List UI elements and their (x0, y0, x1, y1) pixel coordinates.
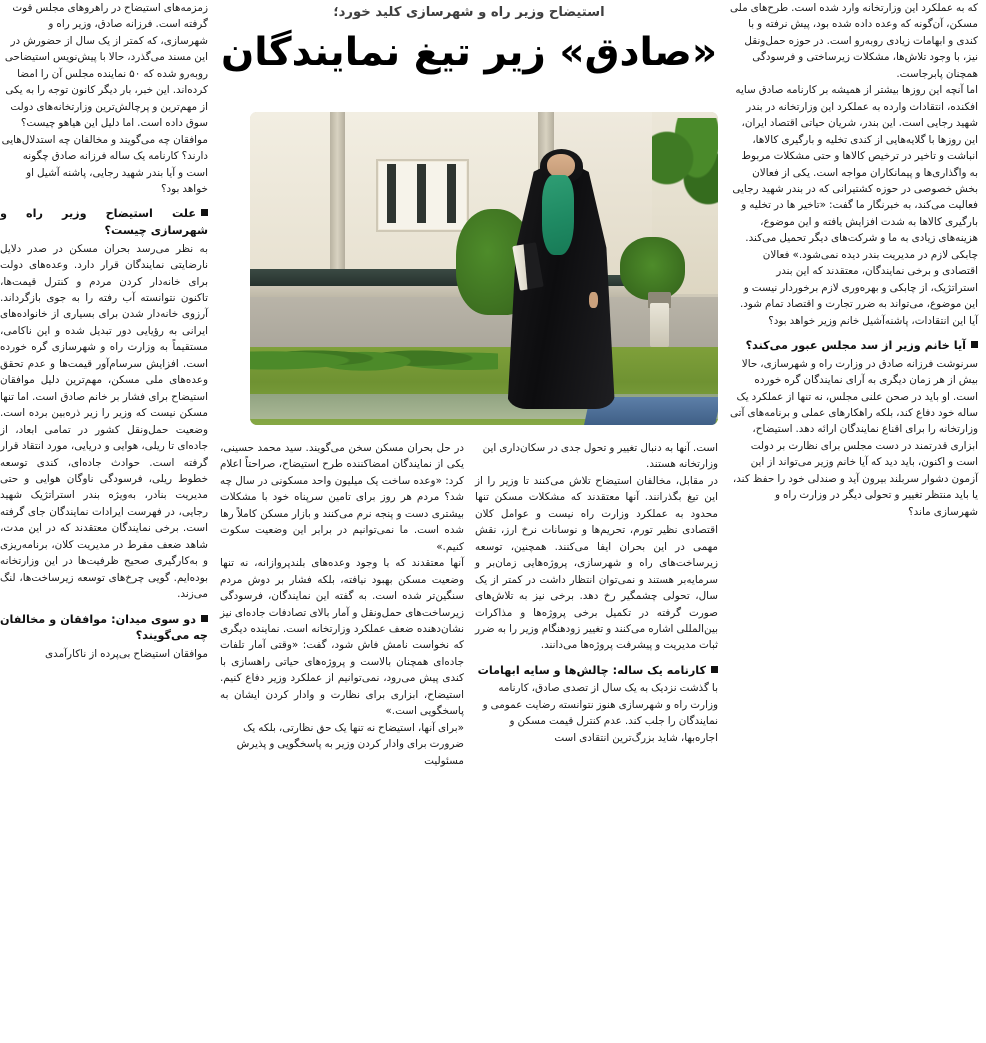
photo-window-bar (387, 164, 397, 223)
photo-pilaster (330, 112, 346, 269)
col1-section-body-2: موافقان استیضاح بی‌پرده از ناکارآمدی (45, 647, 208, 660)
photo-scene (250, 112, 718, 425)
col1-section-heading-2-text: دو سوی میدان: موافقان و مخالفان چه می‌گویند؟ (0, 612, 208, 643)
square-bullet-icon (711, 666, 718, 673)
photo-hedge (620, 237, 686, 300)
col1-section-heading-1-text: علت استیضاح وزیر راه و شهرسازی چیست؟ (0, 207, 208, 238)
article-photo (250, 112, 718, 425)
col1-intro: زمزمه‌های استیضاح در راهروهای مجلس قوت گرفته است. فرزانه صادق، وزیر راه و شهرسازی، که کمتر از یک سال از حضورش در این مسند می‌گذرد، حالا با پیش‌نویس استیضاحی روبه‌رو شده که ۵۰ نماینده مجلس آن را امضا کرده‌اند. این خبر، بار دیگر کانون توجه را به یکی از مهم‌ترین و پرچالش‌ترین وزارتخانه‌های دولت سوق داده است. اما دلیل این هیاهو چیست؟ موافقان چه می‌گویند و مخالفان چه استدلال‌هایی دارند؟ کارنامه یک ساله فرزانه صادق چگونه است و آیا بندر شهید رجایی، پاشنه آشیل او خواهد بود؟ (1, 2, 208, 195)
col4-section-heading-text: آیا خانم وزیر از سد مجلس عبور می‌کند؟ (745, 339, 966, 353)
col3-top-body: است. آنها به دنبال تغییر و تحول جدی در سکان‌داری این وزارتخانه هستند. (482, 442, 718, 471)
col3-section-heading-text: کارنامه یک ساله: چالش‌ها و سایه ابهامات (477, 663, 706, 677)
col2-body-3: «برای آنها، استیضاح نه تنها یک حق نظارتی، بلکه یک ضرورت برای وادار کردن وزیر به پاسخگویی و پذیرش مسئولیت (236, 721, 464, 767)
photo-window-bar (417, 164, 427, 223)
column-four (730, 0, 978, 520)
col3-body-2: در مقابل، مخالفان استیضاح تلاش می‌کنند تا وزیر را از این تیغ بگذرانند. آنها معتقدند که مشکلات مسکن تنها محدود به عملکرد وزارت راه نیست و عوامل کلان اقتصادی نظیر تورم، تحریم‌ها و نوسانات نرخ ارز، نقش مهمی در این بحران ایفا می‌کنند. همچنین، توسعه زیرساخت‌های راه و شهرسازی، پروژه‌هایی زمان‌بر و سرمایه‌بر هستند و نمی‌توان انتظار داشت در کمتر از یک سال، تحولی چشمگیر رخ دهد. برخی نیز به تلاش‌های صورت گرفته در تکمیل برخی پروژه‌ها و مذاکرات بین‌المللی اشاره می‌کنند و تغییر زودهنگام وزیر را به ضرر ثبات مدیریت و پیشرفت پروژه‌ها می‌دانند. (475, 474, 718, 652)
col1-section-heading-1 (0, 206, 208, 239)
photo-shrub-row (250, 334, 498, 378)
photo-lamp-post (650, 303, 669, 347)
photo-figure-hand (589, 292, 598, 308)
article-kicker: استیضاح وزیر راه و شهرسازی کلید خورد؛ (333, 5, 605, 20)
col4-top-body: که به عملکرد این وزارتخانه وارد شده است. طرح‌های ملی مسکن، آن‌گونه که وعده داده شده بود، پیش نرفته و با کندی و ابهامات زیادی روبه‌رو است. در حوزه حمل‌ونقل نیز، با وجود تلاش‌ها، مشکلات زیرساختی و فرسودگی همچنان پابرجاست. (729, 2, 978, 80)
column-one (0, 0, 208, 662)
col3-section-heading (475, 663, 718, 680)
article-headline: «صادق» زیر تیغ نمایندگان (220, 30, 718, 75)
col3-section-body: با گذشت نزدیک به یک سال از تصدی صادق، کارنامه وزارت راه و شهرسازی هنوز نتوانسته رضایت عمومی و نمایندگان را جلب کند. عدم کنترل قیمت مسکن و اجاره‌بها، شاید بزرگ‌ترین انتقادی است (482, 682, 718, 744)
photo-palm-tree (652, 118, 718, 218)
col1-section-heading-2 (0, 612, 208, 645)
square-bullet-icon (201, 615, 208, 622)
column-three (475, 440, 718, 746)
photo-figure (507, 143, 615, 409)
headline-block (220, 0, 718, 77)
column-two (220, 440, 464, 769)
col4-section-heading (730, 338, 978, 355)
col4-body-2: اما آنچه این روزها بیشتر از همیشه بر کارنامه صادق سایه افکنده، انتقادات وارده به عملکرد این وزارتخانه در بندر شهید رجایی است. این بندر، شریان حیاتی اقتصاد ایران، این روزها با گلایه‌هایی از کندی تخلیه و بارگیری کالاها، انباشت و تاخیر در ترخیص کالاها و حتی مشکلات مربوط به واگذاری‌ها و پیمانکاران مواجه است. یکی از فعالان بخش خصوصی در حوزه کشتیرانی که در بندر شهید رجایی فعالیت می‌کند، به خبرنگار ما گفت: «تاخیر ها در تخلیه و بارگیری کالاها به شدت افزایش یافته و این موضوع، هزینه‌های زیادی به ما و شرکت‌های دیگر تحمیل می‌کند. چابکی لازم در مدیریت بندر دیده نمی‌شود.» فعالان اقتصادی و برخی نمایندگان، معتقدند که این بندر استراتژیک، از چابکی و بهره‌وری لازم برخوردار نیست و این موضوع، می‌تواند به ضرر تجارت و اقتصاد تمام شود. آیا این انتقادات، پاشنه‌آشیل خانم وزیر خواهد بود؟ (732, 84, 978, 327)
photo-figure-scarf (542, 175, 574, 255)
col4-section-body: سرنوشت فرزانه صادق در وزارت راه و شهرسازی، حالا بیش از هر زمان دیگری به آرای نمایندگان گره خورده است. او باید در صحن علنی مجلس، نه تنها از عملکرد یک ساله خود دفاع کند، بلکه راهکارهای عملی و برنامه‌های آتی وزارتخانه را برای اقناع نمایندگان ارائه دهد. استیضاح، ابزاری قدرتمند در دست مجلس برای نظارت بر دولت است و اکنون، باید دید که آیا خانم وزیر می‌تواند از این آزمون دشوار سربلند بیرون آید و صندلی خود را حفظ کند، یا باید منتظر تغییر و تحولی دیگر در وزارت راه و شهرسازی ماند؟ (730, 357, 978, 518)
square-bullet-icon (971, 341, 978, 348)
col1-section-body-1: به نظر می‌رسد بحران مسکن در صدر دلایل نارضایتی نمایندگان قرار دارد. وعده‌های دولت برای خانه‌دار کردن مردم و کنترل قیمت‌ها، تاکنون نتوانسته آب رفته را به جوی بازگرداند. آرزوی خانه‌دار شدن برای بسیاری از خانواده‌های ایرانی به رؤیایی دور تبدیل شده و این ناکامی، مستقیماً به وزارت راه و شهرسازی گره خورده است. افزایش سرسام‌آور قیمت‌ها و عدم تحقق وعده‌های ملی مسکن، مهم‌ترین دلیل موافقان استیضاح برای فشار بر خانم صادق است. اما تنها مسکن نیست که وزیر را زیر ذره‌بین برده است. وضعیت حمل‌ونقل کشور در تمامی ابعاد، از جاده‌ای تا ریلی، هوایی و دریایی، مورد انتقاد قرار گرفته است. حوادث جاده‌ای، کندی توسعه خطوط ریلی، فرسودگی ناوگان هوایی و حتی مدیریت بنادر، به‌ویژه بندر استراتژیک شهید رجایی، در فهرست ایرادات نمایندگان جای گرفته است. برخی نمایندگان معتقدند که در این مدت، شاهد ضعف مفرط در مدیریت کلان، برنامه‌ریزی و به‌کارگیری صحیح ظرفیت‌ها در این وزارتخانه بوده‌ایم. گویی چرخ‌های توسعه زیرساخت‌ها، لنگ می‌زند. (0, 242, 208, 601)
photo-window-bar (447, 164, 457, 223)
col2-top-body: در حل بحران مسکن سخن می‌گویند. سید محمد حسینی، یکی از نمایندگان امضاکننده طرح استیضاح، صراحتاً اعلام کرد: «وعده ساخت یک میلیون واحد مسکونی در سال چه شد؟ مردم هر روز برای تامین سرپناه خود با مشکلات بیشتری دست و پنجه نرم می‌کنند و بازار مسکن کاملاً رها شده است. ما نمی‌توانیم در برابر این وضعیت سکوت کنیم.» (220, 442, 464, 553)
square-bullet-icon (201, 209, 208, 216)
col2-body-2: آنها معتقدند که با وجود وعده‌های بلندپروازانه، نه تنها وضعیت مسکن بهبود نیافته، بلکه فشار بر دوش مردم سنگین‌تر شده است. به گفته این نمایندگان، فرسودگی زیرساخت‌های حمل‌ونقل و آمار بالای تصادفات جاده‌ای نیز نشان‌دهنده ضعف عملکرد وزارتخانه است. نماینده دیگری که نخواست نامش فاش شود، گفت: «وقتی آمار تلفات جاده‌ای همچنان بالاست و پروژه‌های حیاتی راهسازی با کندی پیش می‌رود، نمی‌توانیم از عملکرد وزیر دفاع کنیم. استیضاح، ابزاری برای نظارت و وادار کردن ایشان به پاسخگویی است.» (220, 557, 464, 718)
